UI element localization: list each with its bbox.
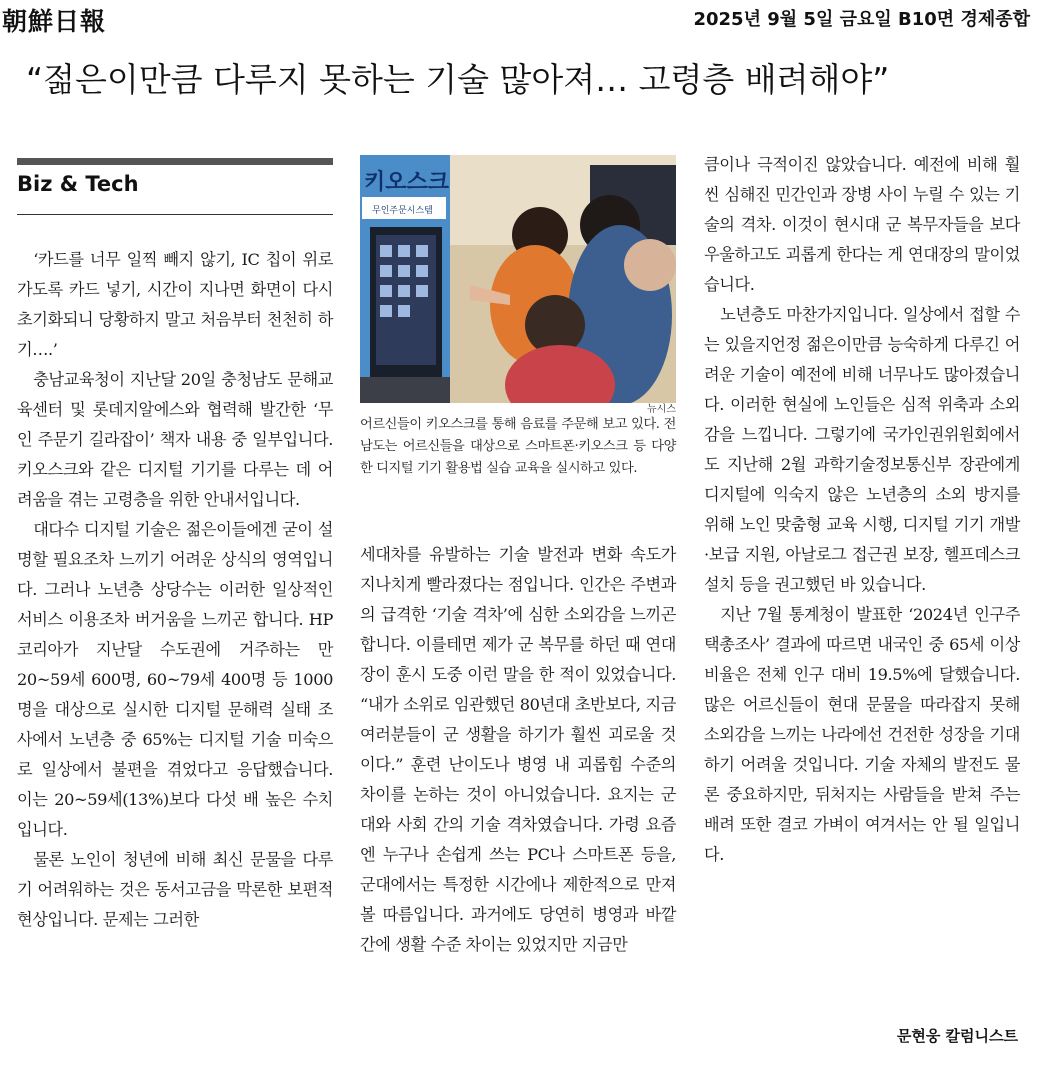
section-label: Biz & Tech [17,172,139,196]
paragraph: 세대차를 유발하는 기술 발전과 변화 속도가 지나치게 빨라졌다는 점입니다. 인간은 주변과의 급격한 ‘기술 격차’에 심한 소외감을 느끼곤 합니다. 이를테면 제가 군 복무를 하던 때 연대장이 훈시 도중 이런 말을 한 적이 있었습니다. “내가 소위로 임관했던 80년대 초반보다, 지금 여러분들이 군 생활을 하기가 훨씬 괴로울 것이다.” 훈련 난이도나 병영 내 괴롭힘 수준의 차이를 논하는 것이 아니었습니다. 요지는 군대와 사회 간의 기술 격차였습니다. 가령 요즘엔 누구나 손쉽게 쓰는 PC나 스마트폰 등을, 군대에서는 특정한 시간에나 제한적으로 만져볼 따름입니다. 과거에도 당연히 병영과 바깥간에 생활 수준 차이는 있었지만 지금만 [360,545,676,954]
article-column-1 [17,245,333,935]
article-photo [360,155,676,403]
paragraph: 큼이나 극적이진 않았습니다. 예전에 비해 훨씬 심해진 민간인과 장병 사이 누릴 수 있는 기술의 격차. 이것이 현시대 군 복무자들을 보다 우울하고도 괴롭게 한다는 게 연대장의 말이었습니다. [704,155,1020,294]
headline: “젊은이만큼 다루지 못하는 기술 많아져… 고령층 배려해야” [26,60,890,99]
paragraph: 노년층도 마찬가지입니다. 일상에서 접할 수는 있을지언정 젊은이만큼 능숙하게 다루긴 어려운 기술이 예전에 비해 너무나도 많아졌습니다. 이러한 현실에 노인들은 심적 위축과 소외감을 느낍니다. 그렇기에 국가인권위원회에서도 지난해 2월 과학기술정보통신부 장관에게 디지털에 익숙지 않은 노년층의 소외 방지를 위해 노인 맞춤형 교육 시행, 디지털 기기 개발·보급 지원, 아날로그 접근권 보장, 헬프데스크 설치 등을 권고했던 바 있습니다. [704,305,1020,594]
section-bar [17,158,333,165]
paragraph: 물론 노인이 청년에 비해 최신 문물을 다루기 어려워하는 것은 동서고금을 막론한 보편적 현상입니다. 문제는 그러한 [17,850,333,929]
photo-credit: 뉴시스 [647,404,676,415]
photo-caption: 어르신들이 키오스크를 통해 음료를 주문해 보고 있다. 전남도는 어르신들을 대상으로 스마트폰·키오스크 등 다양한 디지털 기기 활용법 실습 교육을 실시하고 있다. [360,417,676,476]
section-rule [17,214,333,215]
paragraph: 충남교육청이 지난달 20일 충청남도 문해교육센터 및 롯데지알에스와 협력해 발간한 ‘무인 주문기 길라잡이’ 책자 내용 중 일부입니다. 키오스크와 같은 디지털 기기를 다루는 데 어려움을 겪는 고령층을 위한 안내서입니다. [17,370,333,509]
paragraph: 대다수 디지털 기술은 젊은이들에겐 굳이 설명할 필요조차 느끼기 어려운 상식의 영역입니다. 그러나 노년층 상당수는 이러한 일상적인 서비스 이용조차 버거움을 느끼곤 합니다. HP코리아가 지난달 수도권에 거주하는 만 20~59세 600명, 60~79세 400명 등 1000명을 대상으로 실시한 디지털 문해력 실태 조사에서 노년층 중 65%는 디지털 기술 미숙으로 일상에서 불편을 겪었다고 응답했습니다. 이는 20~59세(13%)보다 다섯 배 높은 수치입니다. [17,520,333,839]
byline: 문현웅 칼럼니스트 [896,1027,1018,1045]
newspaper-logo: 朝鮮日報 [2,7,107,36]
kiosk-subsign: 무인주문시스템 [372,206,433,216]
kiosk-sign: 키오스크 [364,170,450,195]
article-column-2 [360,540,676,960]
paragraph: 지난 7월 통계청이 발표한 ‘2024년 인구주택총조사’ 결과에 따르면 내국인 중 65세 이상 비율은 전체 인구 대비 19.5%에 달했습니다. 많은 어르신들이 현대 문물을 따라잡지 못해 소외감을 느끼는 나라에선 건전한 성장을 기대하기 어려울 것입니다. 기술 자체의 발전도 물론 중요하지만, 뒤처지는 사람들을 받쳐 주는 배려 또한 결코 가벼이 여겨서는 안 될 일입니다. [704,605,1020,864]
paragraph: ‘카드를 너무 일찍 빼지 않기, IC 칩이 위로 가도록 카드 넣기, 시간이 지나면 화면이 다시 초기화되니 당황하지 말고 처음부터 천천히 하기….’ [17,250,333,359]
masthead [0,0,1040,40]
dateline: 2025년 9월 5일 금요일 B10면 경제종합 [693,9,1030,30]
article-column-3 [704,150,1020,870]
